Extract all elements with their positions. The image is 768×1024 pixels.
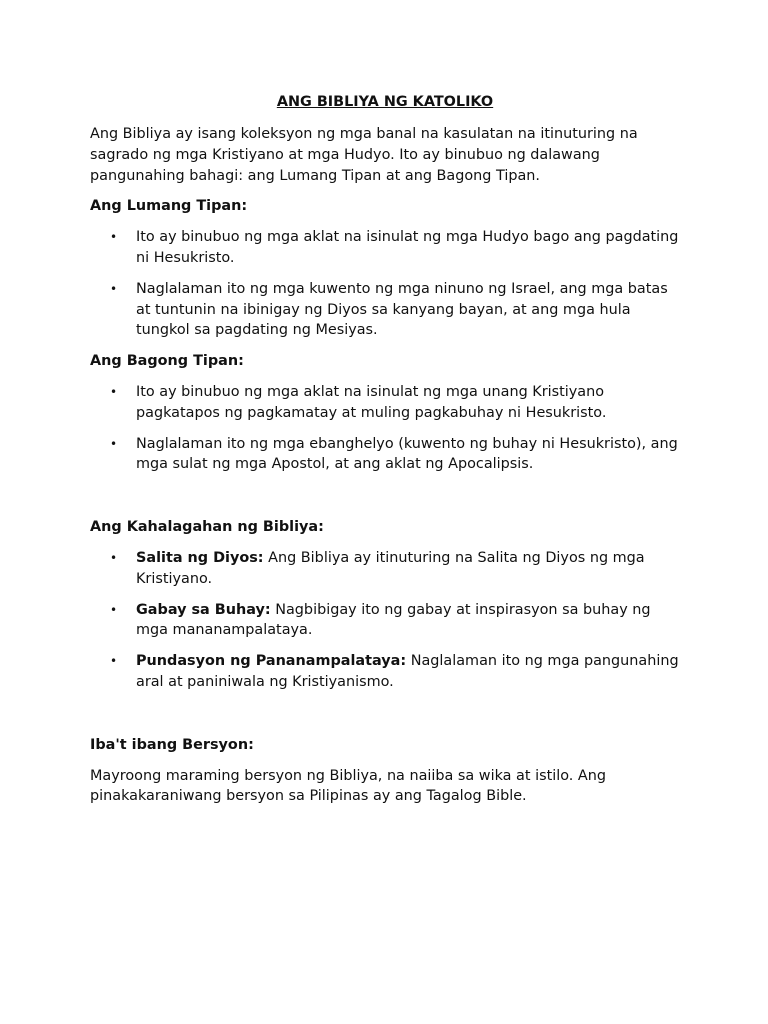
bersyon-heading: Iba't ibang Bersyon: [90, 736, 254, 753]
bullet-icon: • [110, 436, 118, 451]
list-item [90, 227, 680, 269]
list-item [90, 382, 680, 424]
list-item [90, 651, 680, 693]
lumang-tipan-heading: Ang Lumang Tipan: [90, 198, 248, 215]
bullet-icon: • [110, 550, 118, 565]
list-item [90, 279, 680, 341]
bullet-icon: • [110, 654, 118, 669]
intro-paragraph: Ang Bibliya ay isang koleksyon ng mga banal na kasulatan na itinuturing na sagrado ng mga Kristiyano at mga Hudyo. Ito ay binubuo ng dalawang pangunahing bahagi: ang Lumang Tipan at ang Bagong Tipan. [90, 126, 638, 184]
kahalagahan-heading: Ang Kahalagahan ng Bibliya: [90, 519, 324, 536]
lumang-tipan-list [90, 227, 680, 341]
list-item-text: Ito ay binubuo ng mga aklat na isinulat ng mga Hudyo bago ang pagdating ni Hesukristo. [136, 229, 679, 266]
bagong-tipan-heading: Ang Bagong Tipan: [90, 353, 244, 370]
bagong-tipan-list [90, 382, 680, 475]
list-item-term: Salita ng Diyos: [136, 549, 264, 566]
list-item-text: Nagbibigay ito ng gabay at inspirasyon sa buhay ng mga mananampalataya. [136, 601, 651, 639]
list-item-text: Naglalaman ito ng mga pangunahing aral at paniniwala ng Kristiyanismo. [136, 653, 679, 690]
bersyon-paragraph: Mayroong maraming bersyon ng Bibliya, na naiiba sa wika at istilo. Ang pinakakaraniwang bersyon sa Pilipinas ay ang Tagalog Bible. [90, 767, 607, 805]
list-item-text: Naglalaman ito ng mga ebanghelyo (kuwento ng buhay ni Hesukristo), ang mga sulat ng mga Apostol, at ang aklat ng Apocalipsis. [136, 435, 678, 473]
list-item-term: Pundasyon ng Pananampalataya: [136, 653, 407, 670]
bullet-icon: • [110, 230, 118, 245]
list-item-text: Ito ay binubuo ng mga aklat na isinulat ng mga unang Kristiyano pagkatapos ng pagkamatay at muling pagkabuhay ni Hesukristo. [136, 383, 607, 421]
section-spacer [90, 703, 680, 735]
list-item-term: Gabay sa Buhay: [136, 601, 271, 618]
list-item [90, 600, 680, 642]
document-title: ANG BIBLIYA NG KATOLIKO [276, 94, 494, 110]
list-item-text: Naglalaman ito ng mga kuwento ng mga ninuno ng Israel, ang mga batas at tuntunin na ibinigay ng Diyos sa kanyang bayan, at ang mga hula tungkol sa pagdating ng Mesiyas. [136, 280, 668, 339]
list-item [90, 434, 680, 476]
bullet-icon: • [110, 602, 118, 617]
document-page [90, 92, 680, 817]
section-spacer [90, 485, 680, 517]
list-item [90, 548, 680, 590]
bullet-icon: • [110, 281, 118, 296]
kahalagahan-list [90, 548, 680, 693]
bullet-icon: • [110, 384, 118, 399]
list-item-text: Ang Bibliya ay itinuturing na Salita ng Diyos ng mga Kristiyano. [136, 549, 645, 587]
